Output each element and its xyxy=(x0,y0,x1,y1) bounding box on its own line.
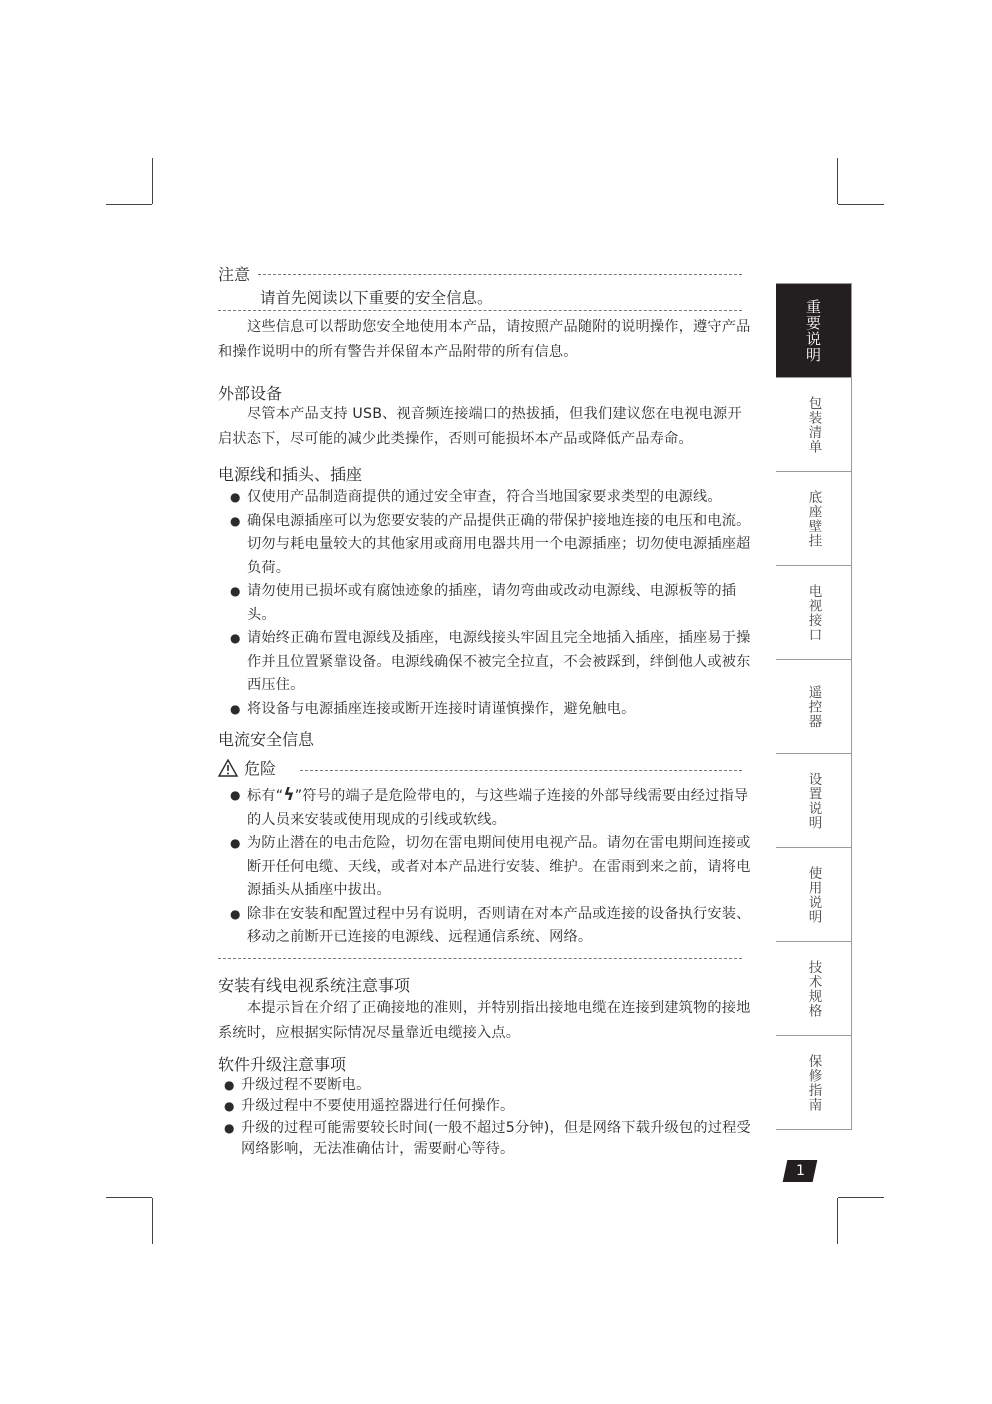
dashed-divider xyxy=(300,770,742,771)
list-item: ● 请始终正确布置电源线及插座，电源线接头牢固且完全地插入插座，插座易于操作并且位置紧靠设备。电源线确保不被完全拉直，不会被踩到，绊倒他人或被东西压住。 xyxy=(218,627,754,698)
list-item: ● 仅使用产品制造商提供的通过安全审查，符合当地国家要求类型的电源线。 xyxy=(218,486,754,510)
external-body: 尽管本产品支持 USB、视音频连接端口的热拔插，但我们建议您在电视电源开启状态下，尽可能的减少此类操作，否则可能损坏本产品或降低产品寿命。 xyxy=(218,406,742,447)
cable-body: 本提示旨在介绍了正确接地的准则，并特别指出接地电缆在连接到建筑物的接地系统时，应根据实际情况尽量靠近电缆接入点。 xyxy=(218,999,751,1041)
note-label: 注意 xyxy=(218,265,251,284)
dashed-divider xyxy=(218,958,742,959)
bullet-icon: ● xyxy=(224,1099,235,1113)
bullet-icon: ● xyxy=(230,906,241,921)
list-item: ● 升级的过程可能需要较长时间(一般不超过5分钟)，但是网络下载升级包的过程受网络影响，无法准确估计，需要耐心等待。 xyxy=(224,1119,751,1157)
external-title: 外部设备 xyxy=(218,384,283,403)
tab-tv-ports[interactable]: 电视接口 xyxy=(776,566,851,660)
bullet-icon: ● xyxy=(230,490,241,504)
tab-specs[interactable]: 技术规格 xyxy=(776,942,851,1036)
bullet-icon: ● xyxy=(230,836,241,850)
power-title: 电源线和插头、插座 xyxy=(218,465,363,484)
crop-mark xyxy=(106,1197,152,1198)
chapter-tabs xyxy=(776,283,852,1130)
list-item: ● 请勿使用已损坏或有腐蚀迹象的插座，请勿弯曲或改动电源线、电源板等的插头。 xyxy=(218,580,754,627)
bullet-icon: ● xyxy=(224,1120,235,1135)
crop-mark xyxy=(837,158,838,204)
note-subtitle: 请首先阅读以下重要的安全信息。 xyxy=(260,289,493,307)
crop-mark xyxy=(837,1198,838,1244)
crop-mark xyxy=(152,158,153,204)
tab-settings[interactable]: 设置说明 xyxy=(776,754,851,848)
danger-list xyxy=(218,784,754,950)
lightning-icon: ϟ xyxy=(283,785,295,805)
tab-base-mount[interactable]: 底座壁挂 xyxy=(776,472,851,566)
bullet-icon: ● xyxy=(230,513,241,528)
bullet-icon: ● xyxy=(224,1077,235,1092)
tab-remote[interactable]: 遥控器 xyxy=(776,660,851,754)
list-item: ● 除非在安装和配置过程中另有说明，否则请在对本产品或连接的设备执行安装、移动之前断开已连接的电源线、远程通信系统、网络。 xyxy=(218,903,754,950)
tab-important[interactable]: 重要说明 xyxy=(776,284,851,378)
cable-title: 安装有线电视系统注意事项 xyxy=(218,975,411,995)
list-item: ● 为防止潜在的电击危险，切勿在雷电期间使用电视产品。请勿在雷电期间连接或断开任何电缆、天线，或者对本产品进行安装、维护。在雷雨到来之前，请将电源插头从插座中拔出。 xyxy=(218,832,754,903)
tab-usage[interactable]: 使用说明 xyxy=(776,848,851,942)
list-item: ● 标有“ϟ”符号的端子是危险带电的，与这些端子连接的外部导线需要由经过指导的人员来安装或使用现成的引线或软线。 xyxy=(230,785,749,828)
bullet-icon: ● xyxy=(230,584,241,598)
software-title: 软件升级注意事项 xyxy=(218,1054,347,1074)
list-item: ● 确保电源插座可以为您要安装的产品提供正确的带保护接地连接的电压和电流。切勿与耗电量较大的其他家用或商用电器共用一个电源插座；切勿使电源插座超负荷。 xyxy=(218,510,754,581)
bullet-icon: ● xyxy=(230,701,241,716)
danger-label: 危险 xyxy=(218,756,276,779)
note-body: 这些信息可以帮助您安全地使用本产品，请按照产品随附的说明操作，遵守产品和操作说明中的所有警告并保留本产品附带的所有信息。 xyxy=(218,319,751,360)
list-item: ● 升级过程不要断电。 xyxy=(218,1075,754,1097)
current-title: 电流安全信息 xyxy=(218,730,315,749)
bullet-icon: ● xyxy=(230,788,241,802)
main-content xyxy=(218,260,754,1161)
power-list xyxy=(218,486,754,721)
bullet-icon: ● xyxy=(230,631,241,645)
dashed-divider xyxy=(258,274,742,275)
dashed-divider xyxy=(218,310,742,311)
list-item: ● 升级过程中不要使用遥控器进行任何操作。 xyxy=(218,1096,754,1118)
list-item: ● 将设备与电源插座连接或断开连接时请谨慎操作，避免触电。 xyxy=(218,698,754,722)
tab-package[interactable]: 包装清单 xyxy=(776,378,851,472)
note-header xyxy=(218,260,754,286)
crop-mark xyxy=(106,204,152,205)
crop-mark xyxy=(838,1197,884,1198)
page-number: 1 xyxy=(783,1160,818,1182)
danger-header xyxy=(218,756,754,782)
tab-warranty[interactable]: 保修指南 xyxy=(805,1053,822,1112)
software-list xyxy=(218,1075,754,1161)
crop-mark xyxy=(152,1198,153,1244)
crop-mark xyxy=(838,204,884,205)
warning-triangle-icon xyxy=(218,759,238,777)
